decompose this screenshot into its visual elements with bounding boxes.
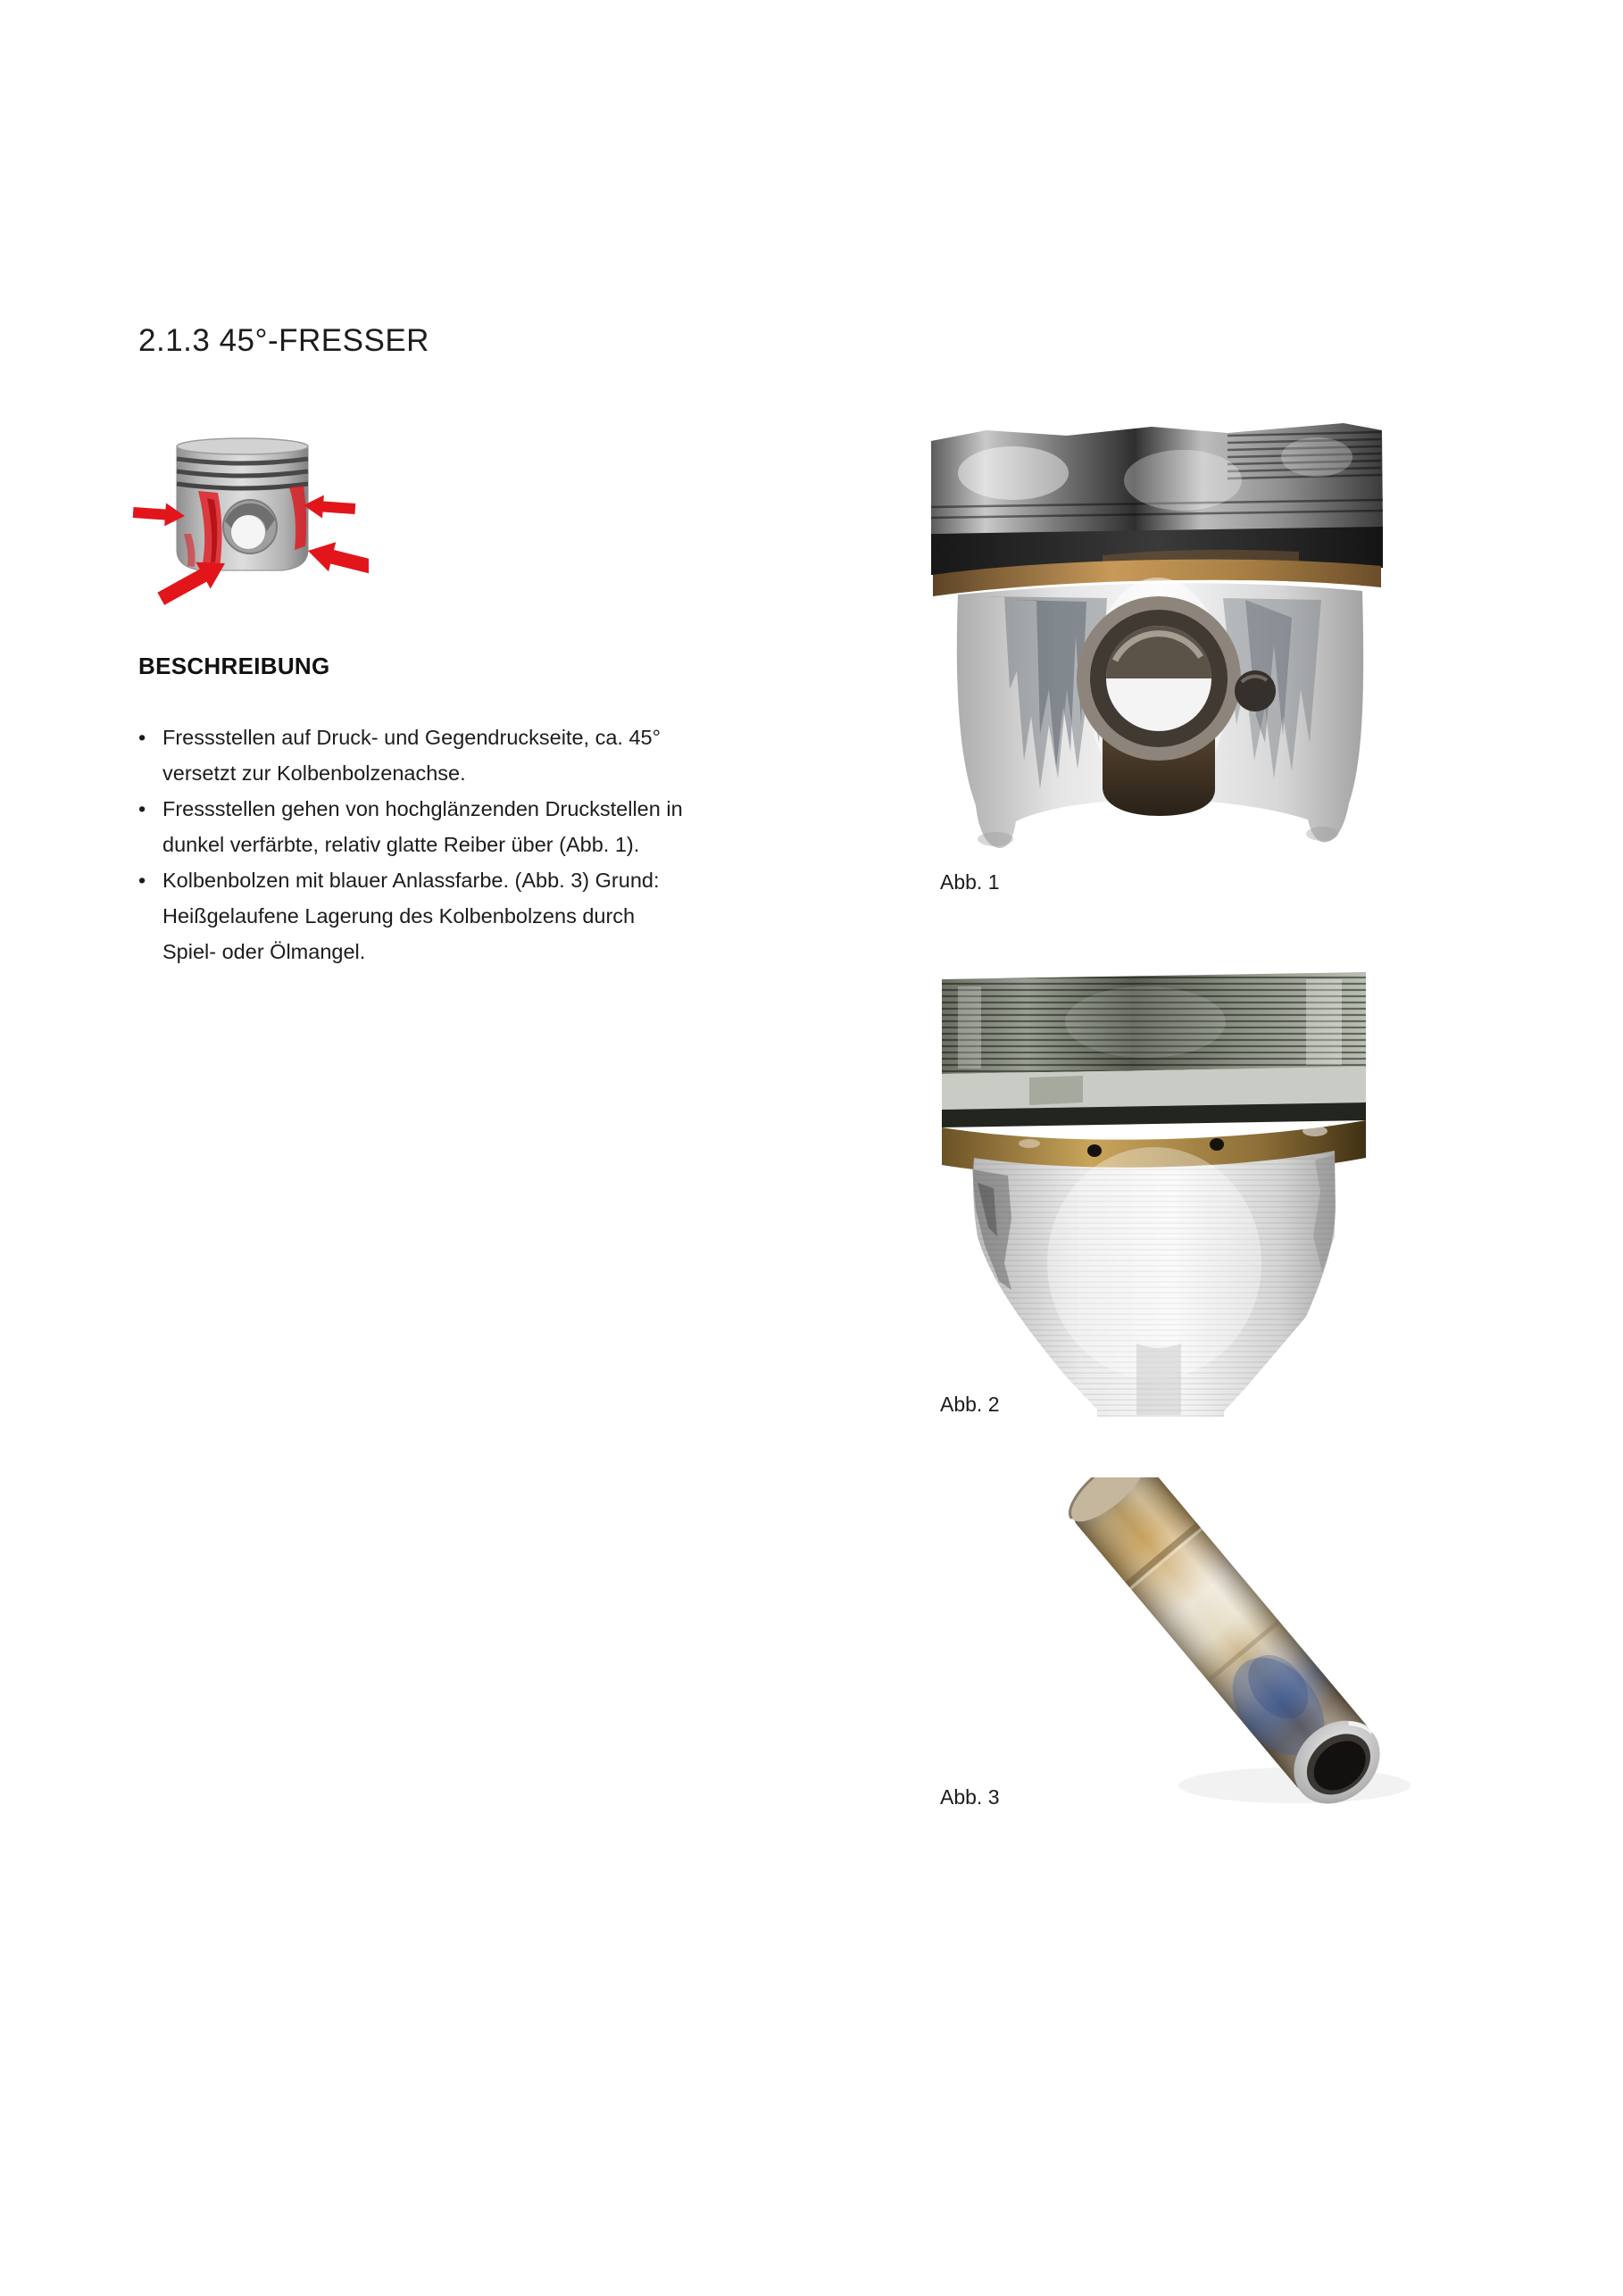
bullet-line: Kolbenbolzen mit blauer Anlassfarbe. (Abb. 3) Grund: [162, 869, 660, 892]
figure-caption: Abb. 1 [940, 870, 1000, 894]
figure-abb3-piston-pin-photo [1027, 1477, 1446, 1826]
skirt-feet-shadows [978, 827, 1338, 846]
bullet-line: Fressstellen auf Druck- und Gegendruckseite, ca. 45° [162, 726, 661, 749]
piston-pin [1061, 1477, 1397, 1821]
pin-bore [223, 500, 277, 553]
bullet-line: dunkel verfärbte, relativ glatte Reiber über (Abb. 1). [162, 833, 640, 856]
bullet-marker: • [138, 869, 146, 892]
red-arrow-icon [303, 494, 356, 520]
description-bullet-list [138, 720, 772, 969]
figure-abb1-piston-photo [924, 421, 1388, 859]
ring-belt [942, 972, 1366, 1074]
piston-45deg-scuffing-diagram [132, 427, 369, 614]
bullet-line: versetzt zur Kolbenbolzenachse. [162, 761, 466, 785]
figure-caption: Abb. 3 [940, 1785, 1000, 1809]
list-item [138, 862, 772, 969]
bullet-line: Spiel- oder Ölmangel. [162, 940, 366, 963]
bullet-marker: • [138, 726, 146, 749]
ring-land-bands [942, 1067, 1366, 1127]
section-heading: BESCHREIBUNG [138, 653, 330, 679]
page-title: 2.1.3 45°-FRESSER [138, 323, 429, 358]
bullet-line: Heißgelaufene Lagerung des Kolbenbolzens durch [162, 904, 636, 928]
piston-skirt [972, 1147, 1336, 1417]
red-arrow-icon [304, 537, 369, 584]
figure-caption: Abb. 2 [940, 1393, 1000, 1416]
figure-abb2-piston-photo [922, 969, 1384, 1419]
list-item [138, 791, 772, 862]
bullet-line: Fressstellen gehen von hochglänzenden Druckstellen in [162, 797, 683, 820]
ring-belt [931, 423, 1383, 534]
list-item [138, 720, 772, 791]
bullet-marker: • [138, 797, 146, 820]
